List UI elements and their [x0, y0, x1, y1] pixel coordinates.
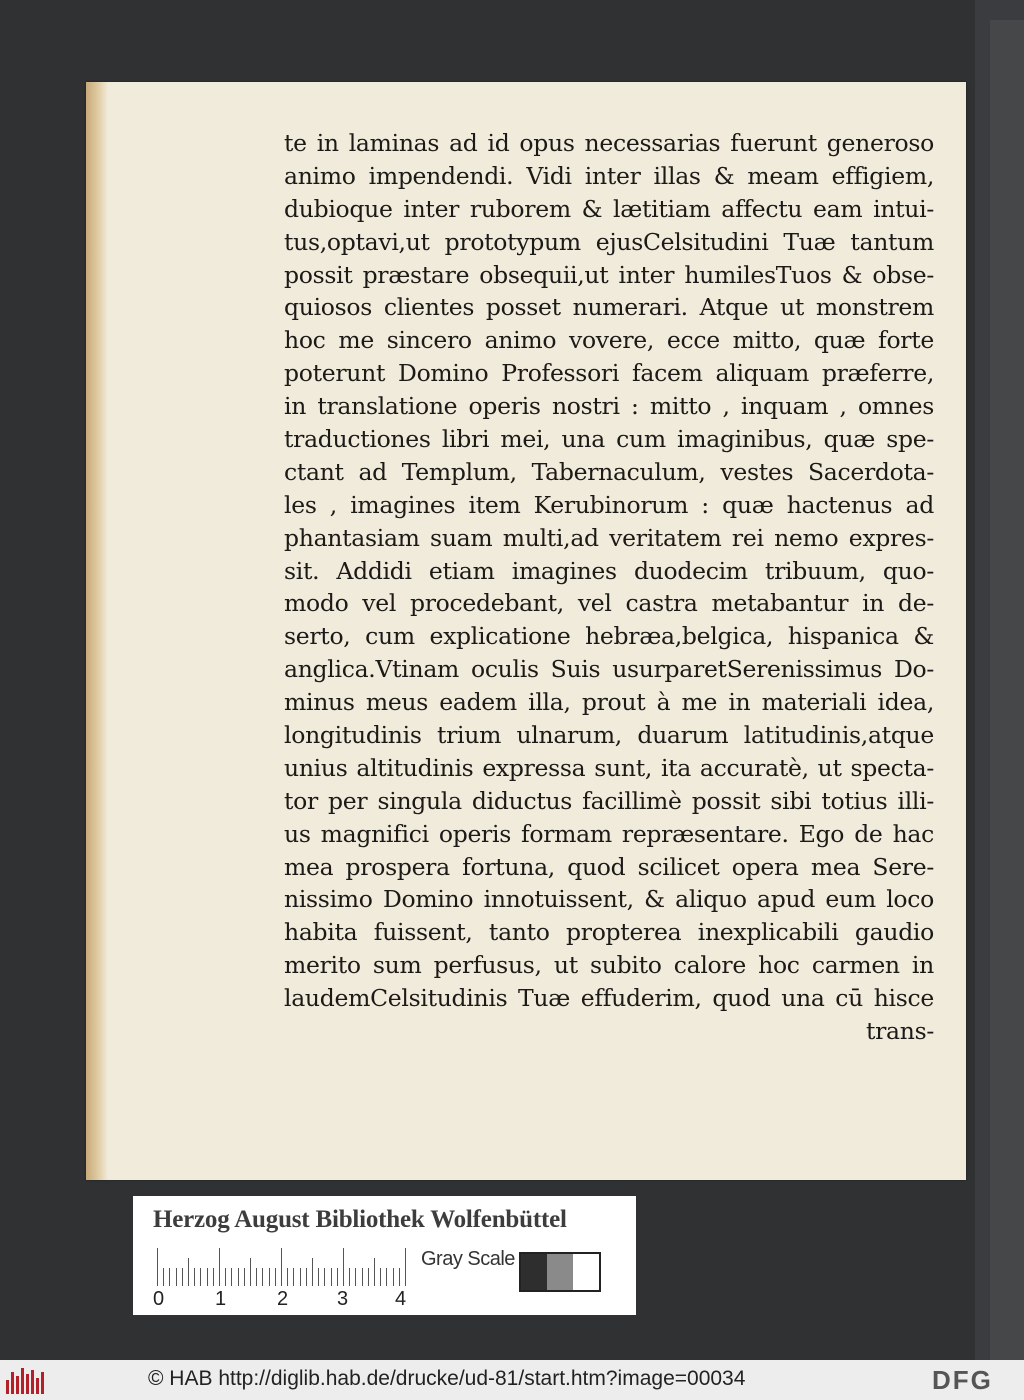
color-reference-card [133, 1196, 636, 1315]
ruler-tick [337, 1268, 338, 1286]
text-line: quiosos clientes posset numerari. Atque ut monstrem [284, 293, 934, 322]
text-line: phantasiam suam multi,ad veritatem rei nemo expres- [284, 523, 934, 552]
adjacent-page-highlight [990, 20, 1024, 1360]
text-line: anglica.Vtinam oculis Suis usurparetSerenissimus Do- [284, 655, 934, 684]
gray-swatch [573, 1254, 599, 1290]
gray-scale-swatches [519, 1252, 601, 1292]
ruler-tick [362, 1268, 363, 1286]
logo-bar [31, 1370, 34, 1394]
text-line: nissimo Domino innotuissent, & aliquo apud eum loco [284, 885, 934, 914]
ruler-tick [176, 1268, 177, 1286]
logo-bar [26, 1374, 29, 1394]
ruler-tick [262, 1268, 263, 1286]
ruler-tick [182, 1268, 183, 1286]
page-body-text [284, 127, 934, 1048]
library-name: Herzog August Bibliothek Wolfenbüttel [153, 1206, 567, 1233]
ruler-tick [368, 1268, 369, 1286]
ruler-tick [324, 1268, 325, 1286]
footer-bar [0, 1360, 1024, 1400]
ruler-tick [399, 1268, 400, 1286]
ruler-number: 4 [395, 1288, 407, 1310]
ruler-tick [213, 1268, 214, 1286]
ruler-tick [157, 1248, 158, 1286]
page-gutter-edge [86, 82, 108, 1180]
ruler-tick [231, 1268, 232, 1286]
text-line: in translatione operis nostri : mitto , inquam , omnes [284, 392, 934, 421]
catchword: trans- [865, 1017, 934, 1046]
text-line: possit præstare obsequii,ut inter humilesTuos & obse- [284, 260, 934, 289]
gray-scale-label: Gray Scale [421, 1248, 515, 1270]
ruler-tick [374, 1258, 375, 1286]
gray-swatch [547, 1254, 573, 1290]
ruler-tick [275, 1268, 276, 1286]
text-line: us magnifici operis formam repræsentare. Ego de hac [284, 819, 934, 848]
ruler-tick [200, 1268, 201, 1286]
text-line: sit. Addidi etiam imagines duodecim tribuum, quo- [284, 556, 934, 585]
ruler-tick [194, 1268, 195, 1286]
text-line: ctant ad Templum, Tabernaculum, vestes Sacerdota- [284, 457, 934, 486]
text-line: tor per singula diductus facillimè possit sibi totius illi- [284, 786, 934, 815]
ruler-tick [169, 1268, 170, 1286]
logo-bar [11, 1372, 14, 1394]
ruler-tick [269, 1268, 270, 1286]
ruler-tick [306, 1268, 307, 1286]
text-line: dubioque inter ruborem & lætitiam affectu eam intui- [284, 194, 934, 223]
ruler-number: 1 [215, 1288, 227, 1310]
ruler-tick [281, 1248, 282, 1286]
logo-bar [36, 1378, 39, 1394]
text-line: hoc me sincero animo vovere, ecce mitto, quæ forte [284, 326, 934, 355]
ruler-tick [343, 1248, 344, 1286]
logo-bar [21, 1368, 24, 1394]
text-line: te in laminas ad id opus necessarias fuerunt generoso [284, 129, 934, 157]
dfg-logo: DFG [932, 1365, 993, 1395]
ruler-tick [300, 1268, 301, 1286]
text-line: mea prospera fortuna, quod scilicet opera mea Sere- [284, 852, 934, 881]
ruler-tick [355, 1268, 356, 1286]
ruler-tick [349, 1268, 350, 1286]
copyright-link[interactable]: © HAB http://diglib.hab.de/drucke/ud-81/start.htm?image=00034 [148, 1367, 746, 1390]
ruler-number: 2 [277, 1288, 289, 1310]
text-line: merito sum perfusus, ut subito calore hoc carmen in [284, 951, 934, 980]
logo-bar [41, 1372, 44, 1394]
ruler-tick [188, 1258, 189, 1286]
text-line: minus meus eadem illa, prout à me in materiali idea, [284, 688, 934, 717]
ruler-tick [207, 1268, 208, 1286]
text-line: poterunt Domino Professori facem aliquam præferre, [284, 359, 934, 388]
text-line: les , imagines item Kerubinorum : quæ hactenus ad [284, 490, 934, 519]
ruler-number: 0 [153, 1288, 165, 1310]
text-line: habita fuissent, tanto propterea inexplicabili gaudio [284, 918, 934, 947]
text-line: animo impendendi. Vidi inter illas & meam effigiem, [284, 161, 934, 190]
ruler-tick [293, 1268, 294, 1286]
text-line: traductiones libri mei, una cum imaginibus, quæ spe- [284, 425, 934, 454]
hab-logo-icon [6, 1366, 46, 1394]
book-page [86, 82, 966, 1180]
ruler-tick [312, 1258, 313, 1286]
ruler-tick [256, 1268, 257, 1286]
ruler-tick [244, 1268, 245, 1286]
text-line: unius altitudinis expressa sunt, ita accuratè, ut specta- [284, 753, 934, 782]
ruler-tick [287, 1268, 288, 1286]
ruler-tick [225, 1268, 226, 1286]
ruler-tick [393, 1268, 394, 1286]
ruler-tick [238, 1268, 239, 1286]
ruler-tick [331, 1268, 332, 1286]
gray-swatch [521, 1254, 547, 1290]
ruler-tick [380, 1268, 381, 1286]
text-line: modo vel procedebant, vel castra metabantur in de- [284, 589, 934, 618]
logo-bar [16, 1376, 19, 1394]
ruler-tick [250, 1258, 251, 1286]
ruler-tick [318, 1268, 319, 1286]
measurement-ruler [157, 1248, 417, 1286]
ruler-tick [219, 1248, 220, 1286]
ruler-tick [163, 1268, 164, 1286]
ruler-number: 3 [337, 1288, 349, 1310]
text-line: tus,optavi,ut prototypum ejusCelsitudini Tuæ tantum [284, 227, 934, 256]
logo-bar [6, 1380, 9, 1394]
text-line: longitudinis trium ulnarum, duarum latitudinis,atque [284, 721, 934, 750]
text-line: laudemCelsitudinis Tuæ effuderim, quod una cū hisce [284, 984, 934, 1013]
ruler-tick [386, 1268, 387, 1286]
text-line: serto, cum explicatione hebræa,belgica, hispanica & [284, 622, 934, 651]
ruler-tick [405, 1248, 406, 1286]
